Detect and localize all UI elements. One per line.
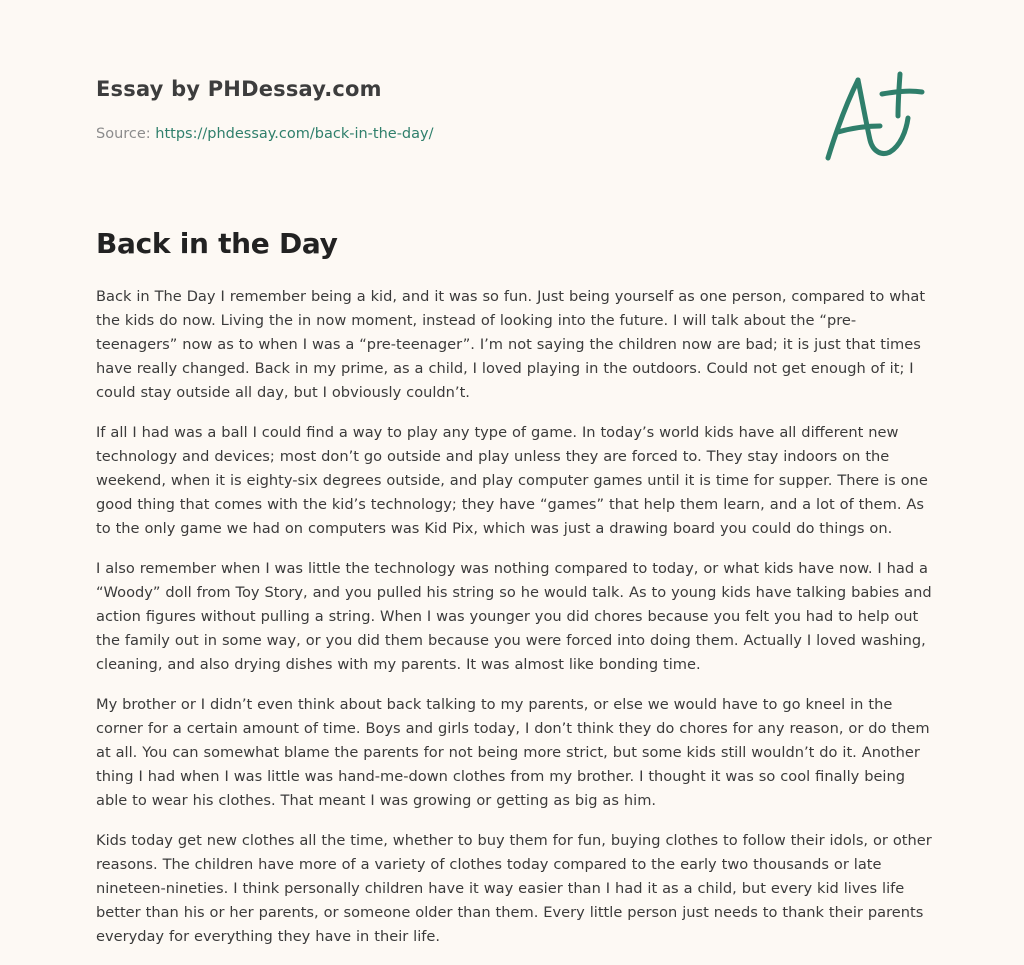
source-link[interactable]: https://phdessay.com/back-in-the-day/ xyxy=(155,126,434,142)
essay-body xyxy=(96,285,932,965)
essay-paragraph: Back in The Day I remember being a kid, and it was so fun. Just being yourself as one person, compared to what the kids do now. Living the in now moment, instead of looking into the future. I will talk about the “pre-teenagers” now as to when I was a “pre-teenager”. I’m not saying the children now are bad; it is just that times have really changed. Back in my prime, as a child, I loved playing in the outdoors. Could not get enough of it; I could stay outside all day, but I obviously couldn’t. xyxy=(96,288,926,401)
a-plus-grade-icon xyxy=(818,66,930,166)
essay-paragraph: Kids today get new clothes all the time, whether to buy them for fun, buying clothes to follow their idols, or other reasons. The children have more of a variety of clothes today compared to the early two thousands or late nineteen-nineties. I think personally children have it way easier than I had it as a child, but every kid lives life better than his or her parents, or someone older than them. Every little person just needs to thank their parents everyday for everything they have in their life. xyxy=(96,832,932,945)
essay-paragraph: I also remember when I was little the technology was nothing compared to today, or what kids have now. I had a “Woody” doll from Toy Story, and you pulled his string so he would talk. As to young kids have talking babies and action figures without pulling a string. When I was younger you did chores because you felt you had to help out the family out in some way, or you did them because you were forced into doing them. Actually I loved washing, cleaning, and also drying dishes with my parents. It was almost like bonding time. xyxy=(96,560,932,673)
source-line xyxy=(96,124,696,144)
page-header xyxy=(96,74,696,144)
source-label: Source: xyxy=(96,126,156,142)
site-title: Essay by PHDessay.com xyxy=(96,77,382,101)
essay-paragraph: If all I had was a ball I could find a way to play any type of game. In today’s world kids have all different new technology and devices; most don’t go outside and play unless they are forced to. They stay indoors on the weekend, when it is eighty-six degrees outside, and play computer games until it is time for supper. There is one good thing that comes with the kid’s technology; they have “games” that help them learn, and a lot of them. As to the only game we had on computers was Kid Pix, which was just a drawing board you could do things on. xyxy=(96,424,928,537)
essay-title: Back in the Day xyxy=(96,227,338,260)
essay-paragraph: My brother or I didn’t even think about back talking to my parents, or else we would have to go kneel in the corner for a certain amount of time. Boys and girls today, I don’t think they do chores for any reason, or do them at all. You can somewhat blame the parents for not being more strict, but some kids still wouldn’t do it. Another thing I had when I was little was hand-me-down clothes from my brother. I thought it was so cool finally being able to wear his clothes. That meant I was growing or getting as big as him. xyxy=(96,696,930,809)
